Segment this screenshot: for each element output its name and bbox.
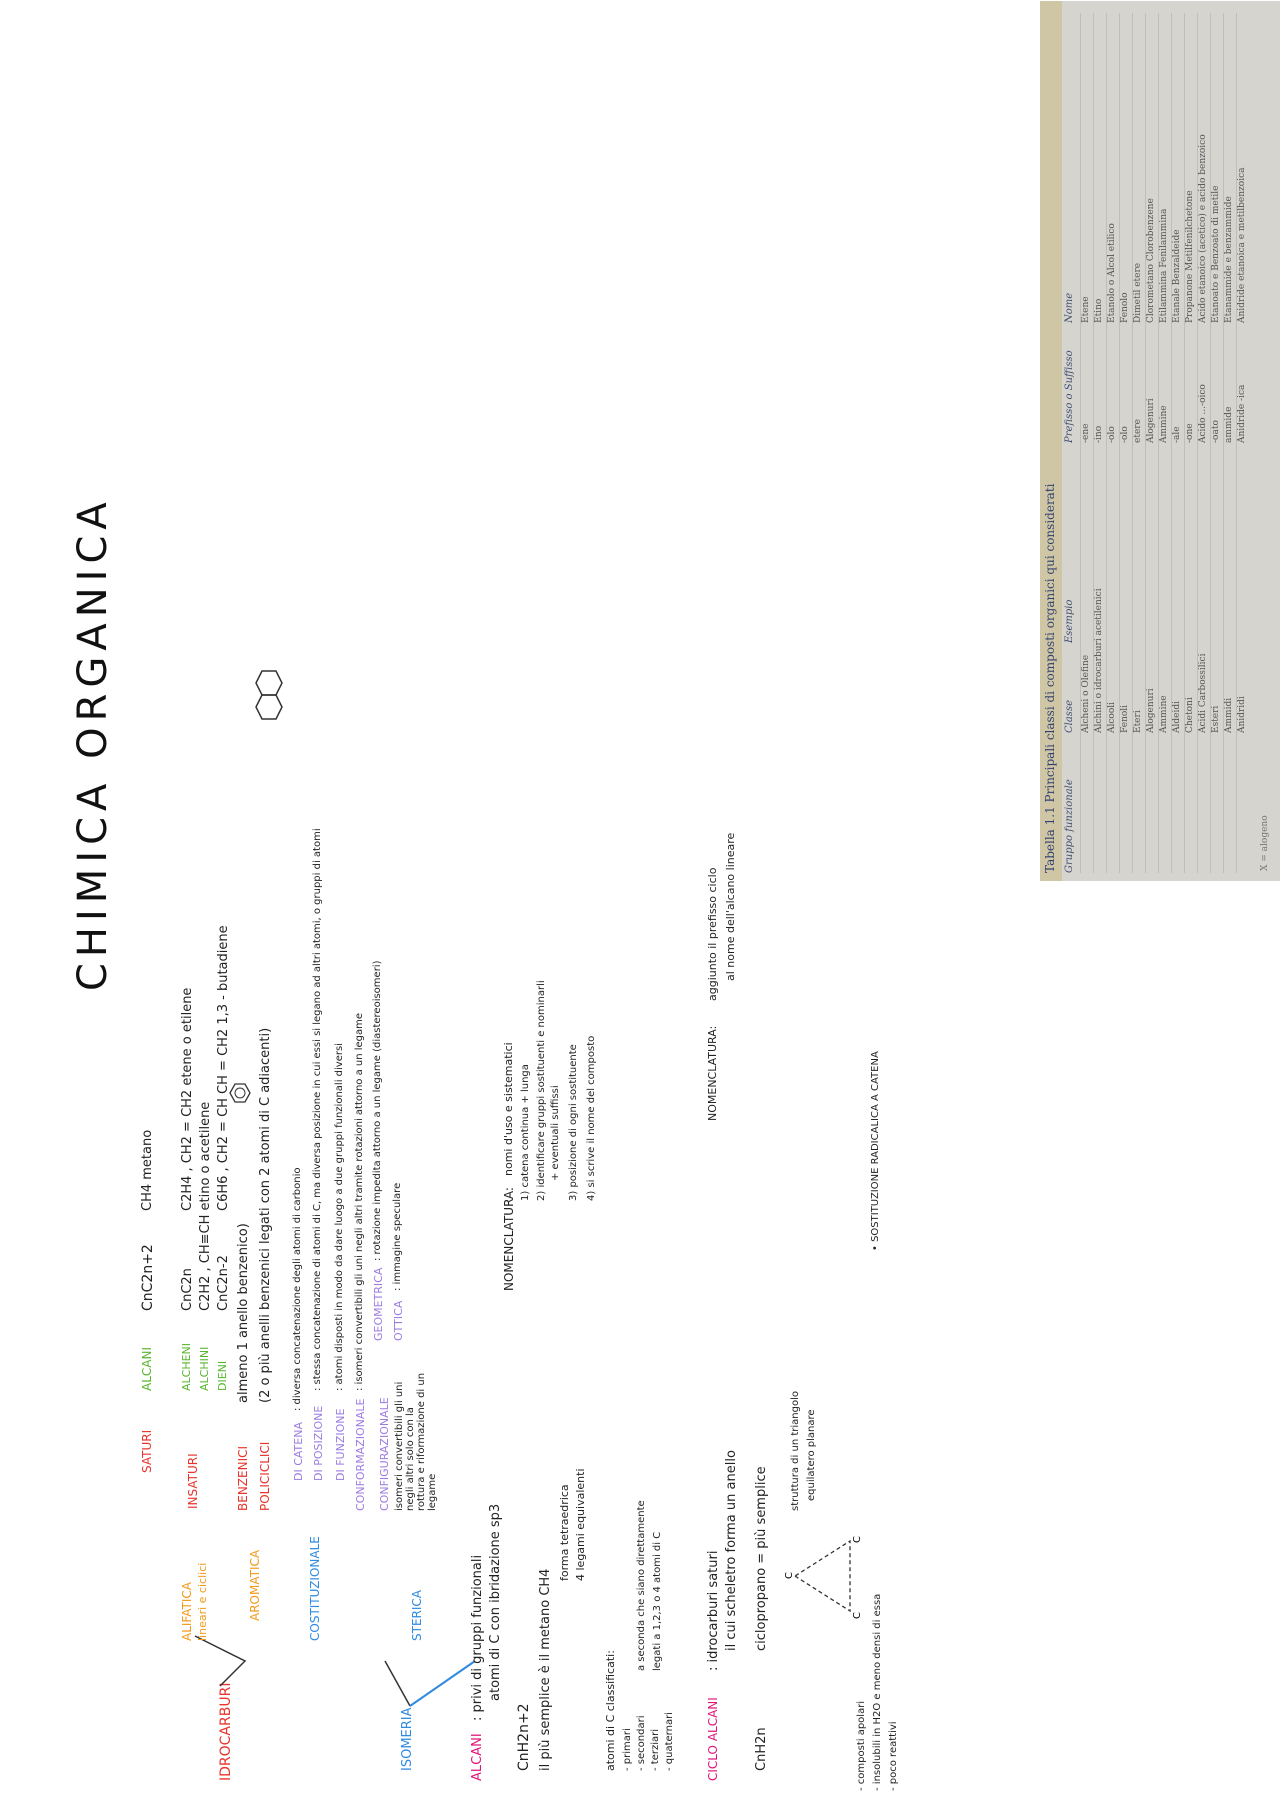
cell-suffisso: Alogenuri (1146, 398, 1156, 443)
cell-classe: Fenoli (1120, 704, 1130, 733)
policiclici-label: POLICICLICI (258, 1441, 272, 1511)
cell-suffisso: -olo (1107, 426, 1117, 443)
cell-classe: Esteri (1211, 705, 1221, 733)
geometrica-desc: : rotazione impedita attorno a un legame (diastereoisomeri) (372, 960, 383, 1261)
cicloalcani-formula: CnH2n (754, 1727, 769, 1771)
classes-desc2: legati a 1,2,3 o 4 atomi di C (652, 1531, 663, 1671)
class-quaternari: - quaternari (664, 1712, 675, 1771)
table-row (1158, 13, 1172, 873)
header-esempio: Esempio (1064, 599, 1075, 643)
table-caption: Tabella 1.1 Principali classi di composti organici qui considerati (1043, 483, 1057, 873)
alcani-simplest: il più semplice è il metano CH4 (538, 1568, 553, 1771)
cell-suffisso: -ene (1081, 423, 1091, 443)
cicloalcani-desc1: : idrocarburi saturi (706, 1550, 721, 1671)
nomenclatura-desc: nomi d'uso e sistematici (502, 1042, 515, 1176)
nomenclatura-step2: 2) identificare gruppi sostituenti e nominarli (536, 980, 547, 1201)
ciclopropano-structure (780, 1521, 870, 1631)
class-terziari: - terziari (650, 1728, 661, 1771)
alchini-formula: C2H2 , CH≡CH etino o acetilene (198, 1101, 213, 1311)
costituzionale-label: COSTITUZIONALE (308, 1536, 322, 1641)
cell-nome: Dimetil etere (1133, 262, 1143, 323)
cicloalcani-nomenclatura: NOMENCLATURA: (706, 1025, 719, 1121)
cell-nome: Etanammide e benzammide (1224, 196, 1234, 323)
alcani-formula-general: CnH2n+2 (516, 1703, 532, 1771)
alcani-section-desc1: : privi di gruppi funzionali (470, 1554, 485, 1721)
alifatica-sub: lineari e ciclici (196, 1562, 209, 1641)
cell-nome: Etanale Benzaldeide (1172, 229, 1182, 323)
header-classe: Classe (1064, 700, 1075, 733)
conformazionale-desc: : isomeri convertibili gli uni negli altri tramite rotazioni attorno a un legame (354, 1012, 365, 1391)
cell-gruppo (1237, 733, 1250, 873)
sterica-label: STERICA (410, 1590, 424, 1641)
alcani-label: ALCANI (140, 1347, 154, 1391)
cell-classe: Alcheni o Olefine (1081, 654, 1091, 733)
ottica-desc: : immagine speculare (392, 1182, 403, 1291)
naphthalene-icon (252, 665, 292, 721)
table-row (1093, 13, 1107, 873)
property-2: - insolubili in H2O e meno densi di essa (872, 1593, 883, 1791)
saturi-label: SATURI (140, 1429, 154, 1473)
cell-suffisso: Anidride -ica (1237, 384, 1247, 443)
table-photo (1040, 1, 1280, 881)
alcani-example: CH4 metano (140, 1129, 155, 1211)
cell-classe: Acidi Carbossilici (1198, 653, 1208, 733)
nomenclatura-step4: 4) si scrive il nome del composto (586, 1035, 597, 1201)
alcheni-example: C2H4 , CH2 = CH2 etene o etilene (180, 987, 195, 1211)
table-row (1236, 13, 1250, 873)
cicloalcani-nomenclatura-desc2: al nome dell'alcano lineare (724, 832, 737, 981)
cell-suffisso: etere (1133, 419, 1143, 443)
alchini-label: ALCHINI (198, 1346, 211, 1391)
svg-text:C: C (852, 1536, 863, 1543)
cell-suffisso: -ino (1094, 425, 1104, 443)
benzenici-label: BENZENICI (236, 1445, 250, 1511)
nomenclatura-label: NOMENCLATURA: (502, 1187, 516, 1291)
cell-classe: Ammidi (1224, 697, 1234, 733)
cell-suffisso: ammide (1224, 406, 1234, 443)
cell-classe: Eteri (1133, 710, 1143, 733)
cell-classe: Anidridi (1237, 696, 1247, 733)
alcheni-label: ALCHENI (180, 1342, 193, 1391)
class-primari: - primari (622, 1728, 633, 1771)
cicloalcani-label: CICLO ALCANI (706, 1697, 720, 1781)
configurazionale-label: CONFIGURAZIONALE (378, 1397, 391, 1511)
cell-suffisso: Ammine (1159, 405, 1169, 443)
property-3: - poco reattivi (888, 1721, 899, 1791)
classification-title: atomi di C classificati: (604, 1650, 617, 1771)
alcani-shape: forma tetraedrica (558, 1484, 571, 1581)
cell-nome: Etene (1081, 296, 1091, 323)
cell-suffisso: -one (1185, 423, 1195, 443)
header-suffisso: Prefisso o Suffisso (1064, 350, 1075, 443)
table-row (1080, 13, 1094, 873)
alifatica-label: ALIFATICA (180, 1582, 194, 1641)
table-row (1184, 13, 1198, 873)
x-note: X = alogeno (1260, 815, 1270, 871)
table-row (1210, 13, 1224, 873)
table-row (1106, 13, 1120, 873)
cell-suffisso: Acido ...-oico (1198, 384, 1208, 443)
cell-nome: Etilammina Fenilammina (1159, 208, 1169, 323)
di-catena-label: DI CATENA (292, 1422, 305, 1481)
ottica-label: OTTICA (392, 1300, 405, 1341)
struttura-2: equilatero planare (806, 1409, 817, 1501)
nomenclatura-step2b: + eventuali suffissi (550, 1085, 561, 1181)
nomenclatura-step1: 1) catena continua + lunga (520, 1064, 531, 1201)
sostituzione-radicalica: • SOSTITUZIONE RADICALICA A CATENA (870, 1051, 881, 1251)
cell-suffisso: -olo (1120, 426, 1130, 443)
alcani-bonds: 4 legami equivalenti (574, 1468, 587, 1581)
header-gruppo: Gruppo funzionale (1064, 779, 1075, 873)
cell-classe: Alcooli (1107, 701, 1117, 733)
cell-classe: Alogenuri (1146, 688, 1156, 733)
cell-nome: Propanone Metilfenilchetone (1185, 190, 1195, 323)
svg-text:C: C (852, 1612, 863, 1619)
dieni-example: C6H6 , CH2 = CH CH = CH2 1,3 - butadiene (216, 925, 231, 1211)
alcheni-formula: CnC2n (180, 1268, 195, 1311)
cell-nome: Etanolo o Alcol etilico (1107, 223, 1117, 323)
di-funzione-label: DI FUNZIONE (334, 1408, 347, 1481)
cell-nome: Acido etanoico (acetico) e acido benzoico (1198, 134, 1208, 323)
cell-classe: Ammine (1159, 695, 1169, 733)
policiclici-desc: (2 o più anelli benzenici legati con 2 atomi di C adiacenti) (258, 1027, 273, 1403)
cell-classe: Chetoni (1185, 697, 1195, 733)
configurazionale-desc: isomeri convertibili gli uni negli altri solo con la rottura e riformazione di un legame (394, 1372, 438, 1511)
isomeria-label: ISOMERIA (400, 1707, 415, 1771)
cell-nome: Fenolo (1120, 292, 1130, 323)
dieni-formula: CnC2n-2 (216, 1255, 231, 1311)
header-nome: Nome (1064, 292, 1075, 323)
struttura-1: struttura di un triangolo (790, 1391, 801, 1511)
table-row (1223, 13, 1237, 873)
svg-text:C: C (784, 1572, 795, 1579)
cell-suffisso: -ale (1172, 426, 1182, 443)
di-posizione-desc: : stessa concatenazione di atomi di C, ma diversa posizione in cui essi si legano ad altri atomi, o gruppi di atomi (312, 828, 323, 1391)
classes-desc1: a seconda che siano direttamente (636, 1500, 647, 1671)
table-row (1145, 13, 1159, 873)
class-secondari: - secondari (636, 1715, 647, 1771)
benzenici-desc: almeno 1 anello benzenico) (236, 1223, 251, 1403)
table-row (1132, 13, 1146, 873)
page-title: CHIMICA ORGANICA (70, 496, 116, 991)
conformazionale-label: CONFORMAZIONALE (354, 1398, 367, 1511)
table-row (1171, 13, 1185, 873)
alcani-section-label: ALCANI (470, 1733, 485, 1781)
di-funzione-desc: : atomi disposti in modo da dare luogo a due gruppi funzionali diversi (334, 1043, 345, 1391)
alcani-section-desc2: atomi di C con ibridazione sp3 (488, 1503, 503, 1701)
cicloalcani-nomenclatura-desc1: aggiunto il prefisso ciclo (706, 867, 719, 1001)
cell-suffisso: -oato (1211, 420, 1221, 443)
table-row (1197, 13, 1211, 873)
dieni-label: DIENI (216, 1360, 229, 1391)
cell-classe: Aldeidi (1172, 701, 1182, 733)
idrocarburi-label: IDROCARBURI (218, 1682, 234, 1781)
di-posizione-label: DI POSIZIONE (312, 1405, 325, 1481)
nomenclatura-step3: 3) posizione di ogni sostituente (568, 1044, 579, 1201)
cell-nome: Clorometano Clorobenzene (1146, 198, 1156, 323)
geometrica-label: GEOMETRICA (372, 1267, 385, 1341)
di-catena-desc: : diversa concatenazione degli atomi di carbonio (292, 1167, 303, 1411)
cell-nome: Anidride etanoica e metilbenzoica (1237, 167, 1247, 323)
insaturi-label: INSATURI (186, 1453, 200, 1509)
cicloalcani-example: ciclopropano = più semplice (754, 1466, 769, 1651)
aromatica-label: AROMATICA (248, 1549, 262, 1621)
alcani-formula: CnC2n+2 (140, 1244, 156, 1311)
benzene-ring-icon (228, 1081, 252, 1105)
cell-nome: Etino (1094, 298, 1104, 323)
cell-nome: Etanoato e Benzoato di metile (1211, 185, 1221, 323)
cicloalcani-desc2: il cui scheletro forma un anello (724, 1450, 739, 1651)
table-row (1119, 13, 1133, 873)
table-headers (1064, 203, 1075, 873)
cell-classe: Alchini o idrocarburi acetilenici (1094, 588, 1104, 733)
property-1: - composti apolari (856, 1700, 867, 1791)
